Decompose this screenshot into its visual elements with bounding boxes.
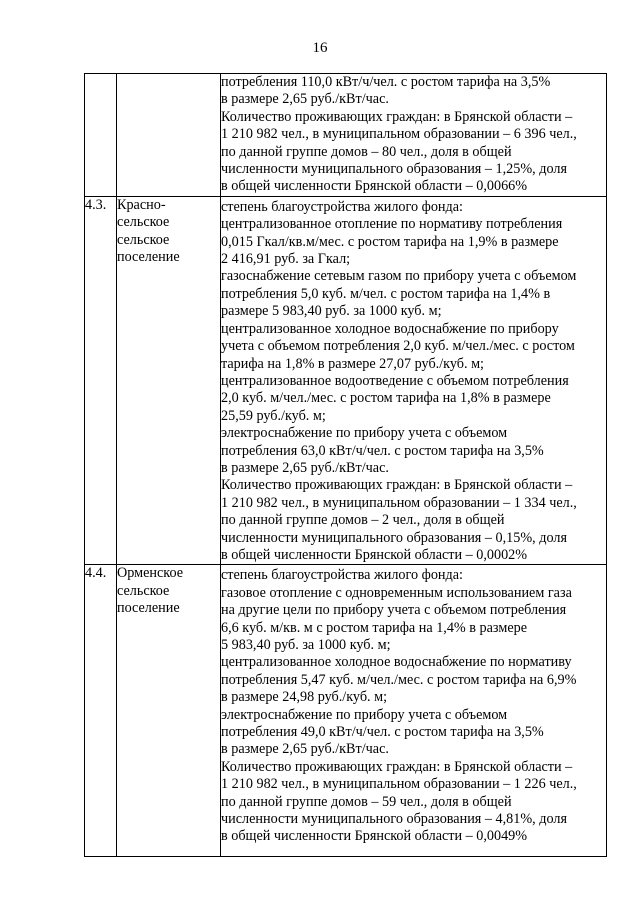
description-line: численности муниципального образования – 1,25%, доля xyxy=(221,161,567,178)
row-number-cell xyxy=(85,74,117,197)
description-line: потребления 110,0 кВт/ч/чел. с ростом тарифа на 3,5% xyxy=(221,74,551,90)
description-line: газоснабжение сетевым газом по прибору учета с объемом xyxy=(221,268,577,285)
description-line: в размере 2,65 руб./кВт/час. xyxy=(221,741,389,758)
description-line: по данной группе домов – 2 чел., доля в общей xyxy=(221,512,505,529)
description-line: 1 210 982 чел., в муниципальном образовании – 6 396 чел., xyxy=(221,126,577,143)
description-cell xyxy=(221,196,607,565)
description-line: централизованное холодное водоснабжение по нормативу xyxy=(221,654,572,671)
row-number-cell: 4.3. xyxy=(85,196,117,565)
description-line: потребления 5,47 куб. м/чел./мес. с ростом тарифа на 6,9% xyxy=(221,671,577,688)
description-line: в размере 2,65 руб./кВт/час. xyxy=(221,459,389,476)
description-line: 1 210 982 чел., в муниципальном образовании – 1 334 чел., xyxy=(221,494,577,511)
settlement-name-cell xyxy=(117,196,221,565)
description-line: 6,6 куб. м/кв. м с ростом тарифа на 1,4% в размере xyxy=(221,619,528,636)
description-line: по данной группе домов – 59 чел., доля в общей xyxy=(221,793,512,810)
description-line: электроснабжение по прибору учета с объемом xyxy=(221,425,508,442)
description-line: 5 983,40 руб. за 1000 куб. м; xyxy=(221,637,391,653)
description-line: газовое отопление с одновременным использованием газа xyxy=(221,584,572,601)
description-line: в общей численности Брянской области – 0,0066% xyxy=(221,178,528,195)
description-line: Количество проживающих граждан: в Брянской области – xyxy=(221,477,573,494)
settlement-name-line: сельское xyxy=(117,231,170,248)
description-line: тарифа на 1,8% в размере 27,07 руб./куб. м; xyxy=(221,355,485,372)
settlement-name-cell xyxy=(117,565,221,857)
description-line: централизованное водоотведение с объемом потребления xyxy=(221,372,569,389)
description-line: 1 210 982 чел., в муниципальном образовании – 1 226 чел., xyxy=(221,776,577,793)
description-line: 0,015 Гкал/кв.м/мес. с ростом тарифа на 1,9% в размере xyxy=(221,233,559,250)
description-line: потребления 5,0 куб. м/чел. с ростом тарифа на 1,4% в xyxy=(221,285,551,302)
row-number-cell: 4.4. xyxy=(85,565,117,857)
description-line: численности муниципального образования – 4,81%, доля xyxy=(221,811,567,828)
settlement-name-line: сельское xyxy=(117,214,170,231)
description-line: по данной группе домов – 80 чел., доля в общей xyxy=(221,143,512,160)
description-line: централизованное отопление по нормативу потребления xyxy=(221,216,563,233)
description-line: численности муниципального образования – 0,15%, доля xyxy=(221,529,567,546)
table-row xyxy=(85,196,607,565)
table-row xyxy=(85,74,607,197)
settlement-name-line: поселение xyxy=(117,600,180,617)
description-cell xyxy=(221,74,607,197)
description-line: в общей численности Брянской области – 0,0002% xyxy=(221,546,528,563)
table-row xyxy=(85,565,607,857)
tariff-table xyxy=(84,73,607,857)
description-line: потребления 49,0 кВт/ч/чел. с ростом тарифа на 3,5% xyxy=(221,724,544,741)
description-line: 25,59 руб./куб. м; xyxy=(221,407,326,424)
page-number: 16 xyxy=(312,40,328,56)
settlement-name-line: сельское xyxy=(117,582,170,599)
description-line: 2 416,91 руб. за Гкал; xyxy=(221,251,351,268)
description-line: в общей численности Брянской области – 0,0049% xyxy=(221,828,528,845)
description-line: Количество проживающих граждан: в Брянской области – xyxy=(221,758,573,775)
description-line: в размере 2,65 руб./кВт/час. xyxy=(221,91,389,108)
description-line: 2,0 куб. м/чел./мес. с ростом тарифа на 1,8% в размере xyxy=(221,390,551,407)
description-line: степень благоустройства жилого фонда: xyxy=(221,567,463,584)
settlement-name-line: Орменское xyxy=(117,565,184,582)
description-line: степень благоустройства жилого фонда: xyxy=(221,198,463,215)
description-cell xyxy=(221,565,607,857)
description-line: учета с объемом потребления 2,0 куб. м/чел./мес. с ростом xyxy=(221,338,575,355)
description-line: на другие цели по прибору учета с объемом потребления xyxy=(221,602,567,619)
settlement-name-line: Красно- xyxy=(117,196,166,213)
settlement-name-line: поселение xyxy=(117,249,180,266)
description-line: электроснабжение по прибору учета с объемом xyxy=(221,706,508,723)
description-line: в размере 24,98 руб./куб. м; xyxy=(221,689,388,706)
description-line: Количество проживающих граждан: в Брянской области – xyxy=(221,108,573,125)
description-line: централизованное холодное водоснабжение по прибору xyxy=(221,320,559,337)
settlement-name-cell xyxy=(117,74,221,197)
description-line: размере 5 983,40 руб. за 1000 куб. м; xyxy=(221,303,442,320)
description-line: потребления 63,0 кВт/ч/чел. с ростом тарифа на 3,5% xyxy=(221,442,544,459)
